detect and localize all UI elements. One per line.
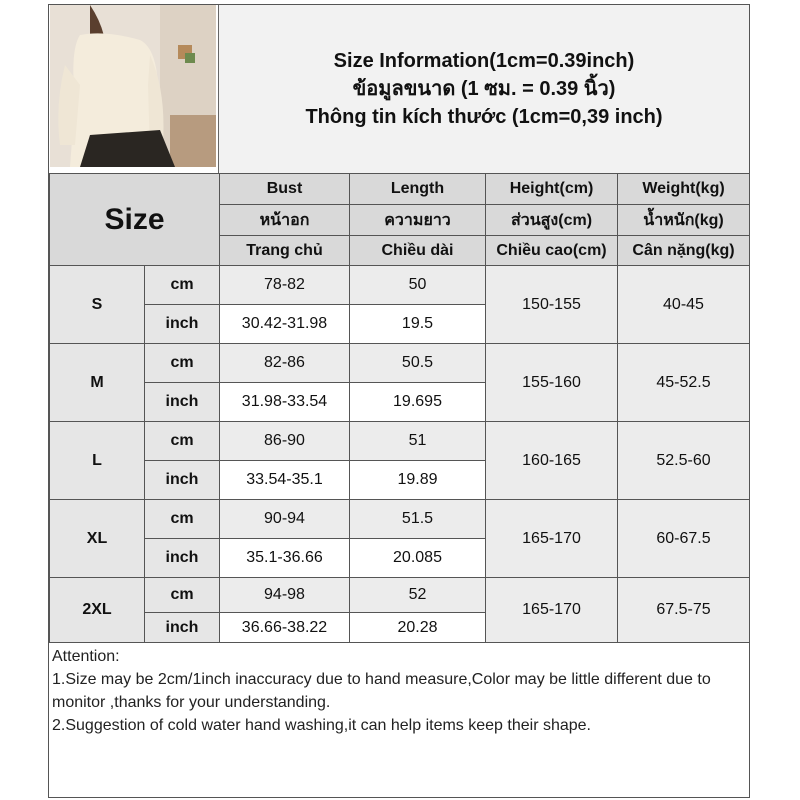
bust-inch: 33.54-35.1 [220, 461, 350, 500]
length-inch: 20.085 [350, 539, 486, 578]
bust-cm: 90-94 [220, 500, 350, 539]
unit-inch: inch [145, 613, 220, 643]
notes-title: Attention: [52, 648, 120, 665]
size-column-header: Size [50, 174, 220, 266]
size-label: M [50, 344, 145, 422]
weight-range: 67.5-75 [618, 578, 750, 643]
height-range: 165-170 [486, 578, 618, 643]
length-cm: 50.5 [350, 344, 486, 383]
bust-inch: 35.1-36.66 [220, 539, 350, 578]
weight-range: 52.5-60 [618, 422, 750, 500]
length-header-thai: ความยาว [350, 205, 486, 236]
height-range: 165-170 [486, 500, 618, 578]
bust-header-thai: หน้าอก [220, 205, 350, 236]
weight-range: 40-45 [618, 266, 750, 344]
height-header-vi: Chiều cao(cm) [486, 236, 618, 266]
unit-cm: cm [145, 578, 220, 613]
note-1: 1.Size may be 2cm/1inch inaccuracy due to hand measure,Color may be little different due to monitor ,thanks for your understanding. [52, 671, 711, 711]
attention-notes [52, 645, 748, 737]
product-photo [50, 5, 216, 167]
bust-inch: 30.42-31.98 [220, 305, 350, 344]
length-inch: 19.695 [350, 383, 486, 422]
unit-inch: inch [145, 539, 220, 578]
unit-inch: inch [145, 383, 220, 422]
bust-inch: 36.66-38.22 [220, 613, 350, 643]
height-range: 160-165 [486, 422, 618, 500]
unit-cm: cm [145, 344, 220, 383]
header-vietnamese: Thông tin kích thước (1cm=0,39 inch) [305, 106, 663, 128]
bust-cm: 94-98 [220, 578, 350, 613]
unit-inch: inch [145, 461, 220, 500]
length-cm: 52 [350, 578, 486, 613]
note-2: 2.Suggestion of cold water hand washing,it can help items keep their shape. [52, 717, 591, 734]
length-cm: 51.5 [350, 500, 486, 539]
size-label: 2XL [50, 578, 145, 643]
size-label: L [50, 422, 145, 500]
height-header: Height(cm) [486, 174, 618, 205]
length-cm: 51 [350, 422, 486, 461]
weight-header: Weight(kg) [618, 174, 750, 205]
size-label: S [50, 266, 145, 344]
unit-inch: inch [145, 305, 220, 344]
bust-cm: 78-82 [220, 266, 350, 305]
bust-header: Bust [220, 174, 350, 205]
length-inch: 19.89 [350, 461, 486, 500]
unit-cm: cm [145, 266, 220, 305]
bust-cm: 86-90 [220, 422, 350, 461]
length-inch: 20.28 [350, 613, 486, 643]
weight-range: 45-52.5 [618, 344, 750, 422]
bust-cm: 82-86 [220, 344, 350, 383]
unit-cm: cm [145, 422, 220, 461]
length-cm: 50 [350, 266, 486, 305]
bust-header-vi: Trang chủ [220, 236, 350, 266]
bust-inch: 31.98-33.54 [220, 383, 350, 422]
header-english: Size Information(1cm=0.39inch) [333, 50, 635, 72]
length-header: Length [350, 174, 486, 205]
height-range: 155-160 [486, 344, 618, 422]
model-image [50, 5, 216, 167]
unit-cm: cm [145, 500, 220, 539]
weight-range: 60-67.5 [618, 500, 750, 578]
length-inch: 19.5 [350, 305, 486, 344]
height-range: 150-155 [486, 266, 618, 344]
length-header-vi: Chiều dài [350, 236, 486, 266]
weight-header-thai: น้ำหนัก(kg) [618, 205, 750, 236]
size-info-header [218, 5, 749, 173]
height-header-thai: ส่วนสูง(cm) [486, 205, 618, 236]
size-label: XL [50, 500, 145, 578]
size-table [49, 173, 750, 643]
weight-header-vi: Cân nặng(kg) [618, 236, 750, 266]
header-thai: ข้อมูลขนาด (1 ซม. = 0.39 นิ้ว) [352, 78, 616, 100]
